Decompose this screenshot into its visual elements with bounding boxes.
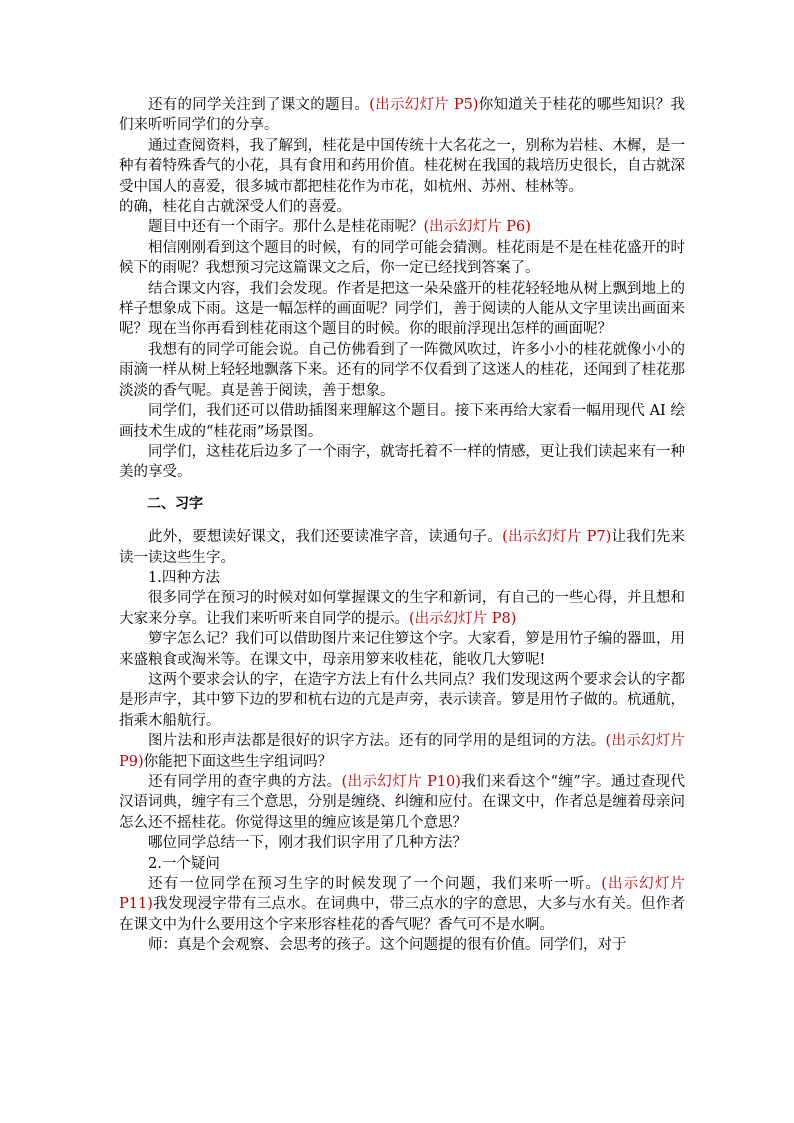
paragraph bbox=[119, 568, 685, 588]
text-segment: 我们来看这个“缠”字。通过查现代汉语词典，缠字有三个意思，分别是缠绕、纠缠和应付。在课文中，作者总是缠着母亲问怎么还不摇桂花。你觉得这里的缠应该是第几个意思？ bbox=[119, 774, 685, 831]
text-segment: 我发现浸字带有三点水。在词典中，带三点水的字的意思，大多与水有关。但作者在课文中为什么要用这个字来形容桂花的香气呢？香气可不是水啊。 bbox=[119, 896, 685, 933]
text-segment: 2.一个疑问 bbox=[148, 855, 220, 872]
paragraph bbox=[119, 772, 685, 833]
paragraph bbox=[119, 340, 685, 401]
document-body bbox=[119, 95, 685, 956]
text-segment: 相信刚刚看到这个题目的时候，有的同学可能会猜测。桂花雨是不是在桂花盛开的时候下的雨呢？我想预习完这篇课文之后，你一定已经找到答案了。 bbox=[119, 239, 685, 277]
slide-reference: (出示幻灯片 P6) bbox=[423, 219, 531, 236]
paragraph bbox=[119, 935, 685, 955]
slide-reference: (出示幻灯片 P9) bbox=[119, 733, 685, 770]
text-segment: 1.四种方法 bbox=[148, 569, 220, 586]
slide-reference: (出示幻灯片 P7) bbox=[502, 529, 612, 546]
text-segment: 很多同学在预习的时候对如何掌握课文的生字和新词，有自己的一些心得，并且想和大家来分享。让我们来听听来自同学的提示。 bbox=[119, 590, 685, 627]
slide-reference: (出示幻灯片 P5) bbox=[369, 97, 479, 113]
text-segment: 还有同学用的查字典的方法。 bbox=[148, 774, 342, 790]
text-segment: 题目中还有一个雨字。那什么是桂花雨呢？ bbox=[148, 219, 424, 236]
paragraph bbox=[119, 874, 685, 935]
paragraph bbox=[119, 629, 685, 670]
text-segment: 箩字怎么记？我们可以借助图片来记住箩这个字。大家看，箩是用竹子编的器皿，用来盛粮食或淘米等。在课文中，母亲用箩来收桂花，能收几大箩呢! bbox=[119, 631, 685, 668]
paragraph bbox=[119, 442, 685, 483]
text-segment: 这两个要求会认的字，在造字方法上有什么共同点？我们发现这两个要求会认的字都是形声字，其中箩下边的罗和杭右边的亢是声旁，表示读音。箩是用竹子做的。杭通航，指乘木船航行。 bbox=[119, 671, 685, 729]
paragraph bbox=[119, 401, 685, 442]
paragraph bbox=[119, 238, 685, 279]
paragraph bbox=[119, 527, 685, 568]
text-segment: 还有一位同学在预习生字的时候发现了一个问题，我们来听一听。 bbox=[148, 876, 602, 893]
text-segment: 图片法和形声法都是很好的识字方法。还有的同学用的是组词的方法。 bbox=[148, 733, 606, 750]
text-segment: 哪位同学总结一下，刚才我们识字用了几种方法？ bbox=[148, 835, 467, 852]
text-segment: 让我们先来读一读这些生字。 bbox=[119, 529, 686, 566]
paragraph bbox=[119, 279, 685, 340]
slide-reference: (出示幻灯片 P8) bbox=[409, 610, 517, 627]
text-segment: 我想有的同学可能会说。自己仿佛看到了一阵微风吹过，许多小小的桂花就像小小的雨滴一样从树上轻轻地飘落下来。还有的同学不仅看到了这迷人的桂花，还闻到了桂花那淡淡的香气呢。真是善于阅读，善于想象。 bbox=[119, 341, 685, 399]
section-heading bbox=[119, 494, 685, 514]
slide-reference: (出示幻灯片 P10) bbox=[341, 774, 461, 790]
paragraph bbox=[119, 217, 685, 237]
text-segment: 同学们，这桂花后边多了一个雨字，就寄托着不一样的情感，更让我们读起来有一种美的享受。 bbox=[119, 443, 685, 481]
text-segment: 的确，桂花自古就深受人们的喜爱。 bbox=[119, 199, 351, 216]
text-segment: 此外，要想读好课文，我们还要读准字音，读通句子。 bbox=[148, 529, 503, 546]
text-segment: 你知道关于桂花的哪些知识？我们来听听同学们的分享。 bbox=[119, 97, 686, 134]
slide-reference: (出示幻灯片 P11) bbox=[119, 876, 685, 913]
paragraph bbox=[119, 854, 685, 874]
paragraph bbox=[119, 833, 685, 853]
paragraph bbox=[119, 588, 685, 629]
text-segment: 同学们，我们还可以借助插图来理解这个题目。接下来再给大家看一幅用现代 AI 绘画技术生成的“桂花雨”场景图。 bbox=[119, 403, 685, 440]
paragraph bbox=[119, 670, 685, 731]
text-segment: 你能把下面这些生字组词吗？ bbox=[143, 753, 333, 770]
paragraph bbox=[119, 95, 685, 136]
text-segment: 通过查阅资料，我了解到，桂花是中国传统十大名花之一，别称为岩桂、木樨，是一种有着特殊香气的小花，具有食用和药用价值。桂花树在我国的栽培历史很长，自古就深受中国人的喜爱，很多城市都把桂花作为市花，如杭州、苏州、桂林等。 bbox=[119, 137, 685, 195]
paragraph bbox=[119, 136, 685, 197]
text-segment: 结合课文内容，我们会发现。作者是把这一朵朵盛开的桂花轻轻地从树上飘到地上的样子想象成下雨。这是一幅怎样的画面呢？同学们，善于阅读的人能从文字里读出画面来呢？现在当你再看到桂花雨这个题目的时候。你的眼前浮现出怎样的画面呢？ bbox=[119, 280, 685, 338]
text-segment: 还有的同学关注到了课文的题目。 bbox=[148, 97, 370, 113]
text-segment: 二、习字 bbox=[147, 495, 203, 512]
paragraph bbox=[119, 731, 685, 772]
text-segment: 师：真是个会观察、会思考的孩子。这个问题提的很有价值。同学们，对于 bbox=[148, 937, 627, 954]
paragraph bbox=[119, 197, 685, 217]
